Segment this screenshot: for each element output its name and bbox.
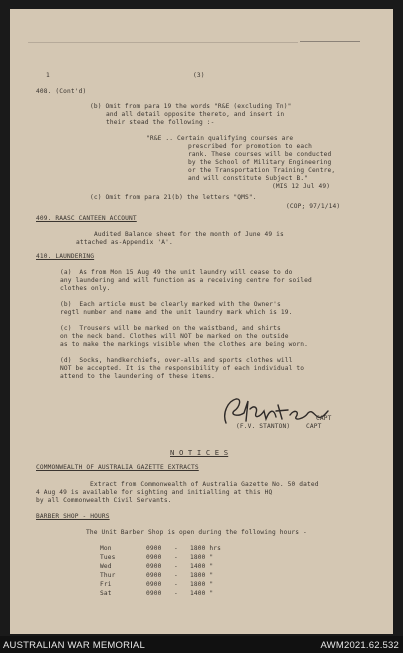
top-rule (28, 42, 298, 43)
s409-line-2: attached as-Appendix 'A'. (76, 239, 173, 246)
gazette-line-2: 4 Aug 49 is available for sighting and initialling at this HQ (36, 489, 273, 496)
hours-day: Tues (100, 554, 116, 561)
hours-close: 1800 hrs (190, 545, 222, 552)
hours-day: Sat (100, 590, 112, 597)
s410-c-line-1: (c) Trousers will be marked on the waistband, and shirts (60, 325, 281, 332)
s410-d-line-2: NOT be accepted. It is the responsibility of each individual to (60, 365, 305, 372)
notices-title: N O T I C E S (170, 448, 229, 457)
signature-rank: CAPT (306, 423, 322, 430)
s408-quote-line-3: rank. These courses will be conducted (188, 151, 332, 158)
hours-close: 1800 " (190, 581, 214, 588)
hours-dash: - (174, 545, 178, 552)
s408-quote-ref: (MIS 12 Jul 49) (272, 183, 331, 190)
s410-a-line-2: any laundering and will function as a receiving centre for soiled (60, 277, 312, 284)
barber-heading: BARBER SHOP - HOURS (36, 513, 110, 520)
s408-quote-line-4: by the School of Military Engineering (188, 159, 332, 166)
section-410-heading: 410. LAUNDERING (36, 253, 95, 260)
hours-open: 0900 (146, 563, 162, 570)
s408-quote-line-1: "R&E .. Certain qualifying courses are (146, 135, 294, 142)
s410-c-line-3: as to make the markings visible when the clothes are being worn. (60, 341, 309, 348)
document-page (10, 9, 393, 634)
top-rule-dash (300, 41, 360, 42)
hours-day: Wed (100, 563, 112, 570)
archive-footer (0, 636, 403, 653)
hours-open: 0900 (146, 572, 162, 579)
gazette-line-1: Extract from Commonwealth of Australia Gazette No. 50 dated (90, 481, 319, 488)
hours-dash: - (174, 572, 178, 579)
page-number: (3) (193, 72, 205, 79)
signature-name: (F.V. STANTON) (236, 423, 291, 430)
s408-b-line-3: their stead the following :- (106, 119, 215, 126)
hours-open: 0900 (146, 554, 162, 561)
s410-a-line-3: clothes only. (60, 285, 111, 292)
signature-rank-top: CAPT (316, 415, 332, 422)
s408-c-ref: (COP; 97/1/14) (286, 203, 341, 210)
hours-close: 1800 " (190, 554, 214, 561)
section-408-heading: 408. (Cont'd) (36, 88, 87, 95)
s410-d-line-1: (d) Socks, handkerchiefs, over-alls and sports clothes will (60, 357, 293, 364)
hours-day: Fri (100, 581, 112, 588)
footer-institution: AUSTRALIAN WAR MEMORIAL (3, 640, 146, 651)
hours-open: 0900 (146, 581, 162, 588)
barber-intro: The Unit Barber Shop is open during the following hours - (86, 529, 307, 536)
s408-b-line-1: (b) Omit from para 19 the words "R&E (excluding Tn)" (90, 103, 292, 110)
s409-line-1: Audited Balance sheet for the month of June 49 is (94, 231, 284, 238)
hours-dash: - (174, 554, 178, 561)
hours-open: 0900 (146, 590, 162, 597)
hours-dash: - (174, 590, 178, 597)
s410-a-line-1: (a) As from Mon 15 Aug 49 the unit laundry will cease to do (60, 269, 293, 276)
s410-c-line-2: on the neck band. Clothes will NOT be marked on the outside (60, 333, 289, 340)
hours-dash: - (174, 581, 178, 588)
hours-open: 0900 (146, 545, 162, 552)
hours-day: Mon (100, 545, 112, 552)
s408-quote-line-6: and will constitute Subject B." (188, 175, 309, 182)
hours-close: 1800 " (190, 572, 214, 579)
margin-mark: 1 (46, 72, 50, 79)
gazette-heading: COMMONWEALTH OF AUSTRALIA GAZETTE EXTRACTS (36, 464, 199, 471)
hours-dash: - (174, 563, 178, 570)
section-409-heading: 409. RAASC CANTEEN ACCOUNT (36, 215, 137, 222)
s410-b-line-2: regtl number and name and the unit laundry mark which is 19. (60, 309, 293, 316)
s410-b-line-1: (b) Each article must be clearly marked with the Owner's (60, 301, 281, 308)
s408-quote-line-5: or the Transportation Training Centre, (188, 167, 336, 174)
hours-close: 1400 " (190, 563, 214, 570)
s408-quote-line-2: prescribed for promotion to each (188, 143, 313, 150)
gazette-line-3: by all Commonwealth Civil Servants. (36, 497, 172, 504)
s408-b-line-2: and all detail opposite thereto, and insert in (106, 111, 285, 118)
footer-accession-number: AWM2021.62.532 (320, 640, 399, 651)
s410-d-line-3: attend to the laundering of these items. (60, 373, 216, 380)
s408-c-line: (c) Omit from para 21(b) the letters "QMS". (90, 194, 257, 201)
hours-day: Thur (100, 572, 116, 579)
hours-close: 1400 " (190, 590, 214, 597)
